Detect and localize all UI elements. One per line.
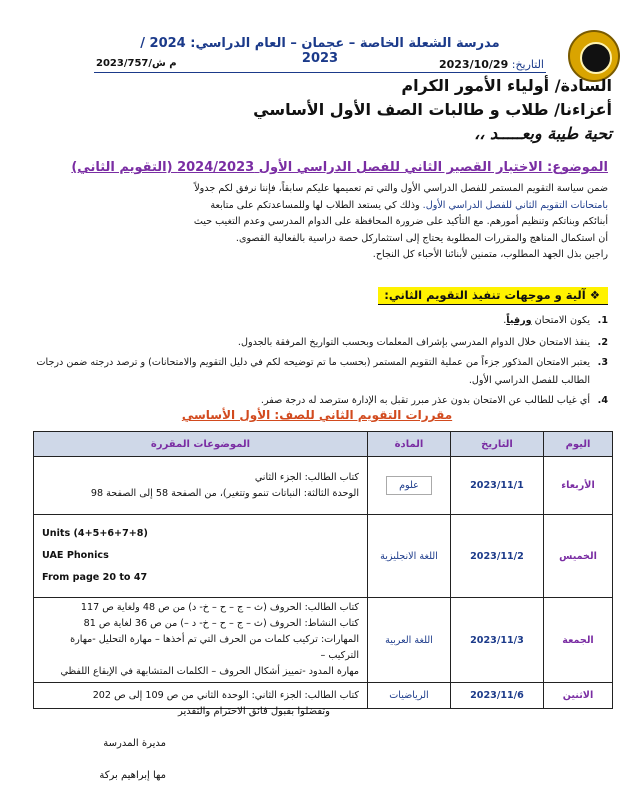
schedule-table: [33, 431, 613, 709]
table-header-row: [34, 432, 613, 457]
body-line-4: أن استكمال المناهج والمقررات المطلوبة يحتاج إلى استثماركل حصة دراسية بالفعالية القصوى.: [235, 232, 608, 244]
cell-subject: الرياضيات: [368, 683, 451, 709]
topic-line: المهارات: تركيب كلمات من الحرف التي تم أخذها – مهارة التحليل -مهارة التركيب –: [70, 634, 359, 661]
list-item-text: أي غياب للطالب عن الامتحان بدون عذر مبرر تقبل به الإدارة سترصد له درجة صفر.: [260, 395, 590, 406]
list-item-number: 3.: [597, 357, 608, 368]
topic-line: UAE Phonics: [42, 550, 109, 561]
letter-subject: الموضوع: الاختبار القصير الثاني للفصل الدراسي الأول 2024/2023 (التقويم الثاني): [71, 160, 608, 175]
list-item: [26, 310, 608, 332]
table-title: مقررات التقويم الثاني للصف: الأول الأساسي: [181, 408, 453, 422]
list-item-number: 1.: [597, 315, 608, 326]
table-row: [34, 683, 613, 709]
date-label: التاريخ:: [511, 58, 544, 71]
list-item: [26, 354, 608, 390]
cell-topics: [34, 683, 368, 709]
cell-date: 2023/11/1: [451, 457, 544, 515]
subject-label: علوم: [386, 476, 432, 495]
topic-line: كتاب الطالب: الجزء الثاني: [254, 471, 359, 483]
cell-subject: اللغة الانجليزية: [368, 515, 451, 598]
rules-list: [26, 310, 608, 412]
table-row: [34, 598, 613, 683]
date-value: 2023/10/29: [438, 58, 509, 71]
diamond-bullet-icon: ❖: [589, 288, 600, 302]
body-line-2-rest: وذلك كي يستعد الطلاب لها وللمساعدتكم على متابعة: [210, 199, 423, 211]
list-item-number: 4.: [597, 395, 608, 406]
school-logo-icon: [568, 30, 620, 82]
column-header-day: اليوم: [544, 432, 613, 457]
principal-name: مها إبراهيم بركة: [99, 770, 166, 781]
table-row: [34, 457, 613, 515]
cell-day: الجمعة: [544, 598, 613, 683]
letter-body: [26, 181, 608, 264]
cell-topics: [34, 515, 368, 598]
column-header-date: التاريخ: [451, 432, 544, 457]
topic-line: مهارة المدود -تمييز أشكال الحروف – الكلمات المتشابهة في الإيقاع اللفظي: [60, 666, 359, 677]
body-line-2: [26, 198, 608, 215]
cell-day: الاثنين: [544, 683, 613, 709]
body-line-2-highlight: بامتحانات التقويم الثاني للفصل الدراسي الأول.: [422, 199, 608, 211]
reference-number: م ش/2023/757: [96, 58, 177, 69]
cell-subject: اللغة العربية: [368, 598, 451, 683]
letter-date: [439, 58, 544, 71]
topic-line: الوحدة الثالثة: النباتات تنمو وتتغير)، من الصفحة 58 إلى الصفحة 98: [90, 487, 359, 499]
topic-line: كتاب النشاط: الحروف (ث – ج – ح – خ- د –) من ص 36 لغاية ص 81: [83, 618, 359, 629]
list-item-text: ينفذ الامتحان خلال الدوام المدرسي بإشراف المعلمات وبحسب التواريخ المرفقة بالجدول.: [237, 337, 590, 348]
topic-line: From page 20 to 47: [42, 572, 148, 583]
greeting: تحية طيبة وبعـــــد ،،: [474, 124, 612, 143]
column-header-subject: المادة: [368, 432, 451, 457]
principal-title: مديرة المدرسة: [103, 738, 166, 749]
cell-day: الخميس: [544, 515, 613, 598]
recipient-parents: السادة/ أولياء الأمور الكرام: [401, 76, 612, 95]
body-line-5: راجين بذل الجهد المطلوب، متمنين لأبنائنا الأحباء كل النجاح.: [372, 249, 608, 261]
cell-topics: [34, 457, 368, 515]
topic-line: كتاب الطالب: الحروف (ث – ج – ح – خ- د) من ص 48 ولغاية ص 117: [80, 602, 359, 613]
table-row: [34, 515, 613, 598]
list-item-number: 2.: [597, 337, 608, 348]
list-item-emphasis: ورقياً: [506, 315, 532, 326]
closing-thanks: وتفضلوا بقبول فائق الاحترام والتقدير: [177, 706, 330, 717]
topic-line: Units (4+5+6+7+8): [42, 528, 148, 539]
cell-subject: [368, 457, 451, 515]
body-line-1: ضمن سياسة التقويم المستمر للفصل الدراسي الأول والتي تم تعميمها عليكم سابقاً، فإننا نرفق لكم جدولاً: [194, 183, 608, 194]
topic-line: كتاب الطالب: الجزء الثاني: الوحدة الثاني من ص 109 إلى ص 202: [92, 689, 359, 701]
cell-topics: [34, 598, 368, 683]
school-header: مدرسة الشعلة الخاصة – عجمان – العام الدراسي: 2024 / 2023: [140, 36, 500, 66]
cell-day: الأربعاء: [544, 457, 613, 515]
header-divider: [94, 72, 546, 73]
list-item: [26, 332, 608, 354]
cell-date: 2023/11/3: [451, 598, 544, 683]
cell-date: 2023/11/2: [451, 515, 544, 598]
cell-date: 2023/11/6: [451, 683, 544, 709]
body-line-3: أبنائكم وبناتكم وتنظيم أمورهم. مع التأكيد على ضرورة المحافظة على الدوام المدرسي وعدم التغيب حيث: [193, 216, 608, 228]
list-item-end: .: [503, 315, 507, 326]
list-item-text: يعتبر الامتحان المذكور جزءاً من عملية التقويم المستمر (بحسب ما تم توضيحه لكم في دليل التقويم والامتحانات) و ترصد درجته ضمن درجات الطالب للفصل الدراسي الأول.: [36, 357, 590, 386]
mechanism-heading-text: آلية و موجهات تنفيذ التقويم الثاني:: [384, 288, 586, 302]
column-header-topics: الموضوعات المقررة: [34, 432, 368, 457]
recipient-students: أعزاءنا/ طلاب و طالبات الصف الأول الأساسي: [253, 100, 612, 119]
list-item-text: يكون الامتحان: [531, 315, 590, 326]
mechanism-heading: [378, 287, 608, 305]
